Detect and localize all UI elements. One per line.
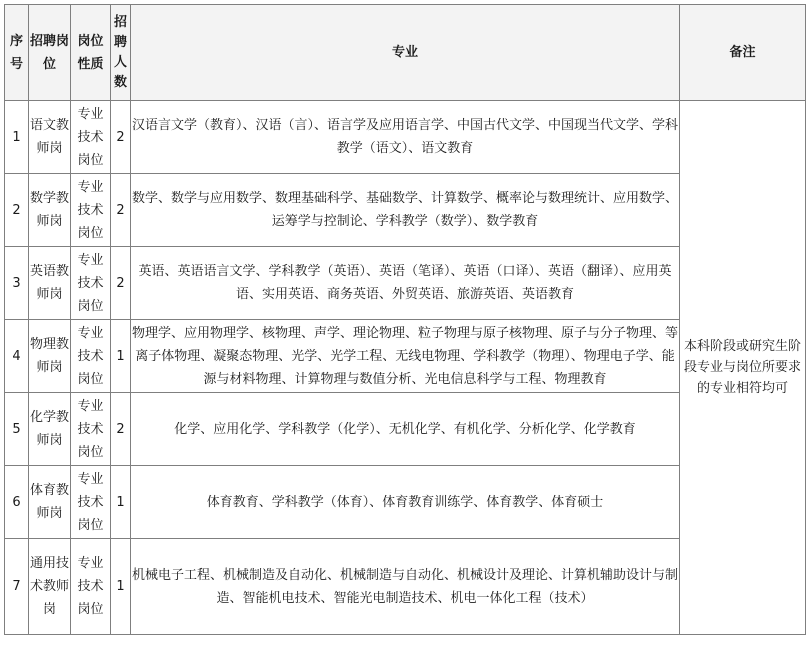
cell-major: 体育教育、学科教学（体育）、体育教育训练学、体育教学、体育硕士 [131, 466, 680, 539]
cell-major: 化学、应用化学、学科教学（化学）、无机化学、有机化学、分析化学、化学教育 [131, 393, 680, 466]
cell-nature: 专业技术岗位 [71, 174, 111, 247]
cell-nature: 专业技术岗位 [71, 247, 111, 320]
cell-nature: 专业技术岗位 [71, 539, 111, 635]
cell-position: 通用技术教师岗 [29, 539, 71, 635]
cell-count: 1 [111, 539, 131, 635]
table-header-row [5, 5, 806, 101]
header-remark: 备注 [680, 5, 806, 101]
cell-seq: 7 [5, 539, 29, 635]
cell-position: 物理教师岗 [29, 320, 71, 393]
cell-position: 语文教师岗 [29, 101, 71, 174]
cell-position: 化学教师岗 [29, 393, 71, 466]
header-seq: 序号 [5, 5, 29, 101]
cell-seq: 6 [5, 466, 29, 539]
cell-count: 1 [111, 320, 131, 393]
header-nature: 岗位性质 [71, 5, 111, 101]
cell-position: 数学教师岗 [29, 174, 71, 247]
cell-count: 2 [111, 101, 131, 174]
cell-count: 2 [111, 247, 131, 320]
cell-major: 物理学、应用物理学、核物理、声学、理论物理、粒子物理与原子核物理、原子与分子物理、等离子体物理、凝聚态物理、光学、光学工程、无线电物理、学科教学（物理）、物理电子学、能源与材料物理、计算物理与数值分析、光电信息科学与工程、物理教育 [131, 320, 680, 393]
cell-major: 数学、数学与应用数学、数理基础科学、基础数学、计算数学、概率论与数理统计、应用数学、运筹学与控制论、学科教学（数学）、数学教育 [131, 174, 680, 247]
table-row [5, 101, 806, 174]
header-position: 招聘岗位 [29, 5, 71, 101]
cell-position: 体育教师岗 [29, 466, 71, 539]
header-count: 招聘人数 [111, 5, 131, 101]
cell-seq: 1 [5, 101, 29, 174]
cell-count: 2 [111, 174, 131, 247]
recruitment-table [4, 4, 806, 635]
cell-nature: 专业技术岗位 [71, 101, 111, 174]
cell-nature: 专业技术岗位 [71, 393, 111, 466]
cell-major: 英语、英语语言文学、学科教学（英语）、英语（笔译）、英语（口译）、英语（翻译）、应用英语、实用英语、商务英语、外贸英语、旅游英语、英语教育 [131, 247, 680, 320]
cell-count: 1 [111, 466, 131, 539]
cell-seq: 2 [5, 174, 29, 247]
cell-nature: 专业技术岗位 [71, 466, 111, 539]
header-major: 专业 [131, 5, 680, 101]
cell-count: 2 [111, 393, 131, 466]
cell-major: 汉语言文学（教育）、汉语（言）、语言学及应用语言学、中国古代文学、中国现当代文学、学科教学（语文）、语文教育 [131, 101, 680, 174]
cell-seq: 5 [5, 393, 29, 466]
cell-major: 机械电子工程、机械制造及自动化、机械制造与自动化、机械设计及理论、计算机辅助设计与制造、智能机电技术、智能光电制造技术、机电一体化工程（技术） [131, 539, 680, 635]
cell-remark: 本科阶段或研究生阶段专业与岗位所要求的专业相符均可 [680, 101, 806, 635]
cell-seq: 3 [5, 247, 29, 320]
cell-seq: 4 [5, 320, 29, 393]
cell-nature: 专业技术岗位 [71, 320, 111, 393]
cell-position: 英语教师岗 [29, 247, 71, 320]
